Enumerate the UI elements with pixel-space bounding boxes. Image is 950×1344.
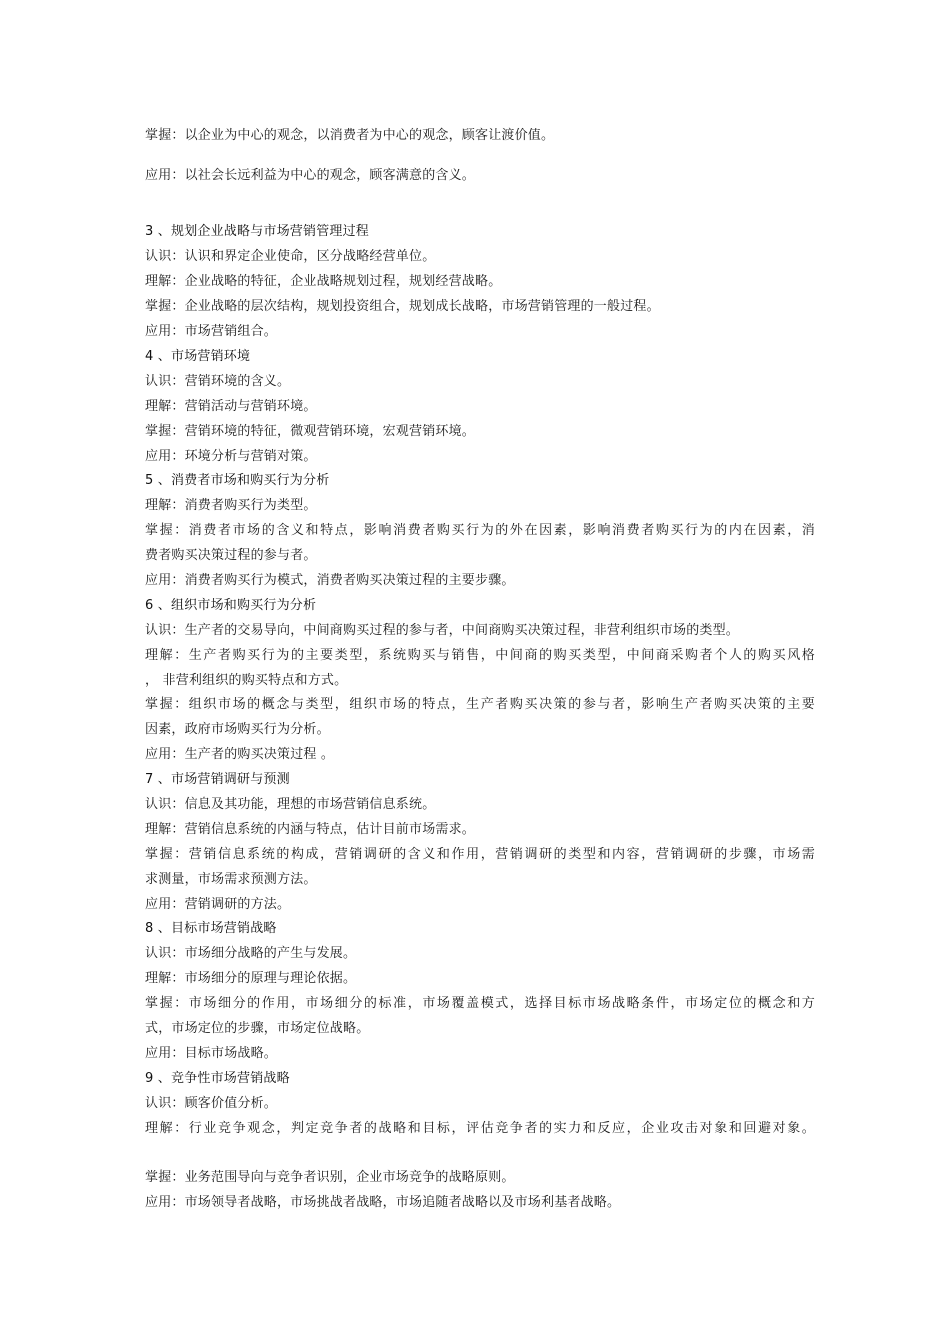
section-heading: 9 、竞争性市场营销战略 [145, 1071, 290, 1086]
section-heading: 5 、消费者市场和购买行为分析 [145, 473, 330, 488]
text-line: 理解：行业竞争观念，判定竞争者的战略和目标，评估竞争者的实力和反应，企业攻击对象和回避对象。 [145, 1121, 815, 1136]
text-line: 理解：营销活动与营销环境。 [145, 399, 317, 414]
text-line: 理解：市场细分的原理与理论依据。 [145, 971, 357, 986]
text-line: 掌握：以企业为中心的观念，以消费者为中心的观念，顾客让渡价值。 [145, 128, 555, 143]
text-line: 费者购买决策过程的参与者。 [145, 548, 317, 563]
text-line: ， 非营利组织的购买特点和方式。 [145, 673, 348, 688]
text-line: 掌握：营销环境的特征，微观营销环境，宏观营销环境。 [145, 424, 476, 439]
text-line: 应用：以社会长远利益为中心的观念，顾客满意的含义。 [145, 168, 476, 183]
text-line: 式，市场定位的步骤，市场定位战略。 [145, 1021, 370, 1036]
section-heading: 8 、目标市场营销战略 [145, 921, 277, 936]
text-line: 认识：市场细分战略的产生与发展。 [145, 946, 357, 961]
text-line: 求测量，市场需求预测方法。 [145, 872, 317, 887]
text-line: 掌握：消费者市场的含义和特点，影响消费者购买行为的外在因素，影响消费者购买行为的内在因素，消 [145, 523, 815, 538]
text-line: 因素，政府市场购买行为分析。 [145, 722, 330, 737]
text-line: 应用：营销调研的方法。 [145, 897, 291, 912]
text-line: 应用：消费者购买行为模式，消费者购买决策过程的主要步骤。 [145, 573, 515, 588]
text-line: 认识：生产者的交易导向，中间商购买过程的参与者，中间商购买决策过程，非营利组织市场的类型。 [145, 623, 740, 638]
text-line: 掌握：业务范围导向与竞争者识别，企业市场竞争的战略原则。 [145, 1170, 515, 1185]
section-heading: 4 、市场营销环境 [145, 349, 251, 364]
text-line: 掌握：市场细分的作用，市场细分的标准，市场覆盖模式，选择目标市场战略条件，市场定位的概念和方 [145, 996, 815, 1011]
text-line: 掌握：营销信息系统的构成，营销调研的含义和作用，营销调研的类型和内容，营销调研的步骤，市场需 [145, 847, 815, 862]
section-heading: 7 、市场营销调研与预测 [145, 772, 290, 787]
section-heading: 3 、规划企业战略与市场营销管理过程 [145, 224, 370, 239]
text-line: 理解：营销信息系统的内涵与特点，估计目前市场需求。 [145, 822, 476, 837]
text-line: 应用：生产者的购买决策过程 。 [145, 747, 335, 762]
text-line: 掌握：企业战略的层次结构，规划投资组合，规划成长战略，市场营销管理的一般过程。 [145, 299, 660, 314]
text-line: 认识：信息及其功能，理想的市场营销信息系统。 [145, 797, 436, 812]
text-line: 理解：生产者购买行为的主要类型，系统购买与销售，中间商的购买类型，中间商采购者个人的购买风格 [145, 648, 815, 663]
text-line: 认识：营销环境的含义。 [145, 374, 291, 389]
text-line: 认识：认识和界定企业使命，区分战略经营单位。 [145, 249, 436, 264]
text-line: 理解：企业战略的特征，企业战略规划过程，规划经营战略。 [145, 274, 502, 289]
text-line: 认识：顾客价值分析。 [145, 1096, 278, 1111]
text-line: 理解：消费者购买行为类型。 [145, 498, 317, 513]
text-line: 应用：目标市场战略。 [145, 1046, 278, 1061]
text-line: 应用：环境分析与营销对策。 [145, 449, 317, 464]
text-line: 掌握：组织市场的概念与类型，组织市场的特点，生产者购买决策的参与者，影响生产者购买决策的主要 [145, 697, 815, 712]
text-line: 应用：市场营销组合。 [145, 324, 278, 339]
text-line: 应用：市场领导者战略，市场挑战者战略，市场追随者战略以及市场利基者战略。 [145, 1195, 621, 1210]
section-heading: 6 、组织市场和购买行为分析 [145, 598, 317, 613]
